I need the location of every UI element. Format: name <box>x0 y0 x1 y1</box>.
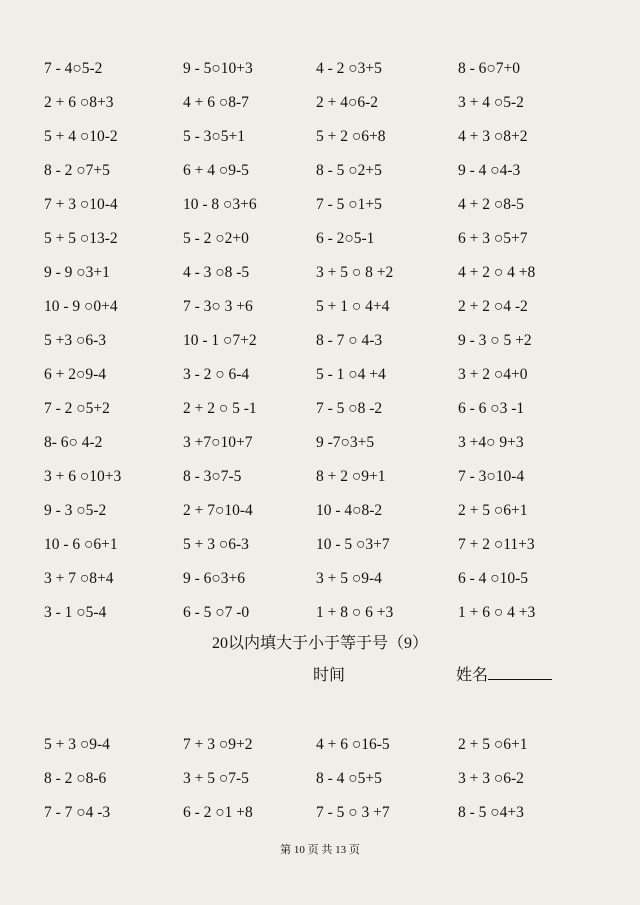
problem-item: 10 - 5 ○3+7 <box>316 536 390 553</box>
problem-item: 7 - 5 ○8 -2 <box>316 400 383 417</box>
problem-item: 8 - 7 ○ 4-3 <box>316 332 383 349</box>
problem-row <box>44 86 604 120</box>
problem-item: 10 - 1 ○7+2 <box>183 332 257 349</box>
problem-item: 10 - 4○8-2 <box>316 502 383 519</box>
problem-item: 9 - 4 ○4-3 <box>458 162 521 179</box>
problem-item: 3 + 3 ○6-2 <box>458 770 524 787</box>
problem-item: 5 + 3 ○6-3 <box>183 536 249 553</box>
name-label: 姓名 <box>456 667 489 684</box>
problem-item: 8 + 2 ○9+1 <box>316 468 386 485</box>
problem-item: 2 + 4○6-2 <box>316 94 379 111</box>
name-blank-line[interactable] <box>488 663 552 680</box>
problem-item: 7 - 3○10-4 <box>458 468 525 485</box>
name-field <box>456 662 552 685</box>
problem-item: 3 + 5 ○9-4 <box>316 570 382 587</box>
time-label: 时间 <box>313 667 346 684</box>
problem-item: 6 + 4 ○9-5 <box>183 162 249 179</box>
problem-item: 5 + 2 ○6+8 <box>316 128 386 145</box>
problem-item: 4 - 2 ○3+5 <box>316 60 382 77</box>
problem-item: 10 - 8 ○3+6 <box>183 196 257 213</box>
problem-item: 3 - 1 ○5-4 <box>44 604 107 621</box>
problem-item: 6 + 3 ○5+7 <box>458 230 528 247</box>
problem-row <box>44 222 604 256</box>
problem-item: 2 + 7○10-4 <box>183 502 253 519</box>
section-title: 20以内填大于小于等于号（9） <box>211 635 428 652</box>
problem-item: 9 - 3 ○ 5 +2 <box>458 332 532 349</box>
problem-item: 8 - 5 ○2+5 <box>316 162 382 179</box>
problem-item: 3 - 2 ○ 6-4 <box>183 366 250 383</box>
problem-item: 5 + 4 ○10-2 <box>44 128 118 145</box>
problem-item: 3 + 5 ○ 8 +2 <box>316 264 394 281</box>
problem-item: 7 - 7 ○4 -3 <box>44 804 111 821</box>
problem-item: 3 +7○10+7 <box>183 434 253 451</box>
problem-row <box>44 188 604 222</box>
problem-item: 2 + 6 ○8+3 <box>44 94 114 111</box>
problem-item: 5 +3 ○6-3 <box>44 332 107 349</box>
problem-row <box>44 290 604 324</box>
problem-item: 7 - 2 ○5+2 <box>44 400 110 417</box>
problem-row <box>44 562 604 596</box>
problem-item: 6 - 6 ○3 -1 <box>458 400 525 417</box>
problem-item: 3 + 5 ○7-5 <box>183 770 249 787</box>
problem-item: 5 - 2 ○2+0 <box>183 230 249 247</box>
problem-row <box>44 256 604 290</box>
problem-item: 8 - 5 ○4+3 <box>458 804 524 821</box>
problem-item: 3 + 6 ○10+3 <box>44 468 122 485</box>
problem-row <box>44 762 604 796</box>
problem-item: 6 - 5 ○7 -0 <box>183 604 250 621</box>
problem-row <box>44 324 604 358</box>
problem-row <box>44 528 604 562</box>
problem-item: 3 + 4 ○5-2 <box>458 94 524 111</box>
problem-row <box>44 120 604 154</box>
problem-item: 2 + 5 ○6+1 <box>458 736 528 753</box>
problem-item: 1 + 6 ○ 4 +3 <box>458 604 536 621</box>
problem-item: 8 - 4 ○5+5 <box>316 770 382 787</box>
problem-item: 10 - 9 ○0+4 <box>44 298 118 315</box>
problem-item: 8 - 2 ○7+5 <box>44 162 110 179</box>
problem-item: 7 - 4○5-2 <box>44 60 103 77</box>
problem-item: 3 + 7 ○8+4 <box>44 570 114 587</box>
problem-item: 9 - 5○10+3 <box>183 60 253 77</box>
problem-row <box>44 728 604 762</box>
problem-item: 9 - 3 ○5-2 <box>44 502 107 519</box>
problem-item: 7 + 2 ○11+3 <box>458 536 535 553</box>
problem-item: 4 + 2 ○8-5 <box>458 196 524 213</box>
problem-item: 4 + 6 ○16-5 <box>316 736 390 753</box>
problem-item: 3 + 2 ○4+0 <box>458 366 528 383</box>
problem-item: 8 - 2 ○8-6 <box>44 770 107 787</box>
problem-item: 6 + 2○9-4 <box>44 366 107 383</box>
problem-item: 5 - 3○5+1 <box>183 128 246 145</box>
problem-item: 7 + 3 ○9+2 <box>183 736 253 753</box>
problem-item: 7 + 3 ○10-4 <box>44 196 118 213</box>
problem-grid-bottom <box>44 728 604 830</box>
problem-item: 2 + 5 ○6+1 <box>458 502 528 519</box>
problem-row <box>44 460 604 494</box>
problem-item: 2 + 2 ○4 -2 <box>458 298 528 315</box>
page-footer: 第 10 页 共 13 页 <box>280 844 360 856</box>
problem-item: 6 - 2○5-1 <box>316 230 375 247</box>
problem-item: 8 - 6○7+0 <box>458 60 521 77</box>
problem-row <box>44 154 604 188</box>
problem-item: 9 - 6○3+6 <box>183 570 246 587</box>
problem-item: 8 - 3○7-5 <box>183 468 242 485</box>
problem-item: 5 + 3 ○9-4 <box>44 736 110 753</box>
problem-item: 7 - 3○ 3 +6 <box>183 298 253 315</box>
problem-row <box>44 596 604 630</box>
problem-row <box>44 52 604 86</box>
problem-item: 6 - 2 ○1 +8 <box>183 804 253 821</box>
problem-item: 3 +4○ 9+3 <box>458 434 524 451</box>
problem-row <box>44 358 604 392</box>
problem-item: 1 + 8 ○ 6 +3 <box>316 604 394 621</box>
problem-item: 8- 6○ 4-2 <box>44 434 103 451</box>
problem-item: 2 + 2 ○ 5 -1 <box>183 400 257 417</box>
problem-item: 4 - 3 ○8 -5 <box>183 264 250 281</box>
problem-item: 6 - 4 ○10-5 <box>458 570 529 587</box>
problem-item: 5 + 1 ○ 4+4 <box>316 298 390 315</box>
problem-row <box>44 796 604 830</box>
problem-item: 4 + 3 ○8+2 <box>458 128 528 145</box>
problem-row <box>44 426 604 460</box>
problem-item: 7 - 5 ○1+5 <box>316 196 382 213</box>
problem-item: 5 - 1 ○4 +4 <box>316 366 386 383</box>
problem-row <box>44 494 604 528</box>
problem-grid-top <box>44 52 604 630</box>
problem-item: 10 - 6 ○6+1 <box>44 536 118 553</box>
problem-item: 7 - 5 ○ 3 +7 <box>316 804 390 821</box>
problem-item: 5 + 5 ○13-2 <box>44 230 118 247</box>
problem-item: 4 + 2 ○ 4 +8 <box>458 264 536 281</box>
problem-item: 9 - 9 ○3+1 <box>44 264 110 281</box>
problem-row <box>44 392 604 426</box>
problem-item: 9 -7○3+5 <box>316 434 375 451</box>
problem-item: 4 + 6 ○8-7 <box>183 94 249 111</box>
